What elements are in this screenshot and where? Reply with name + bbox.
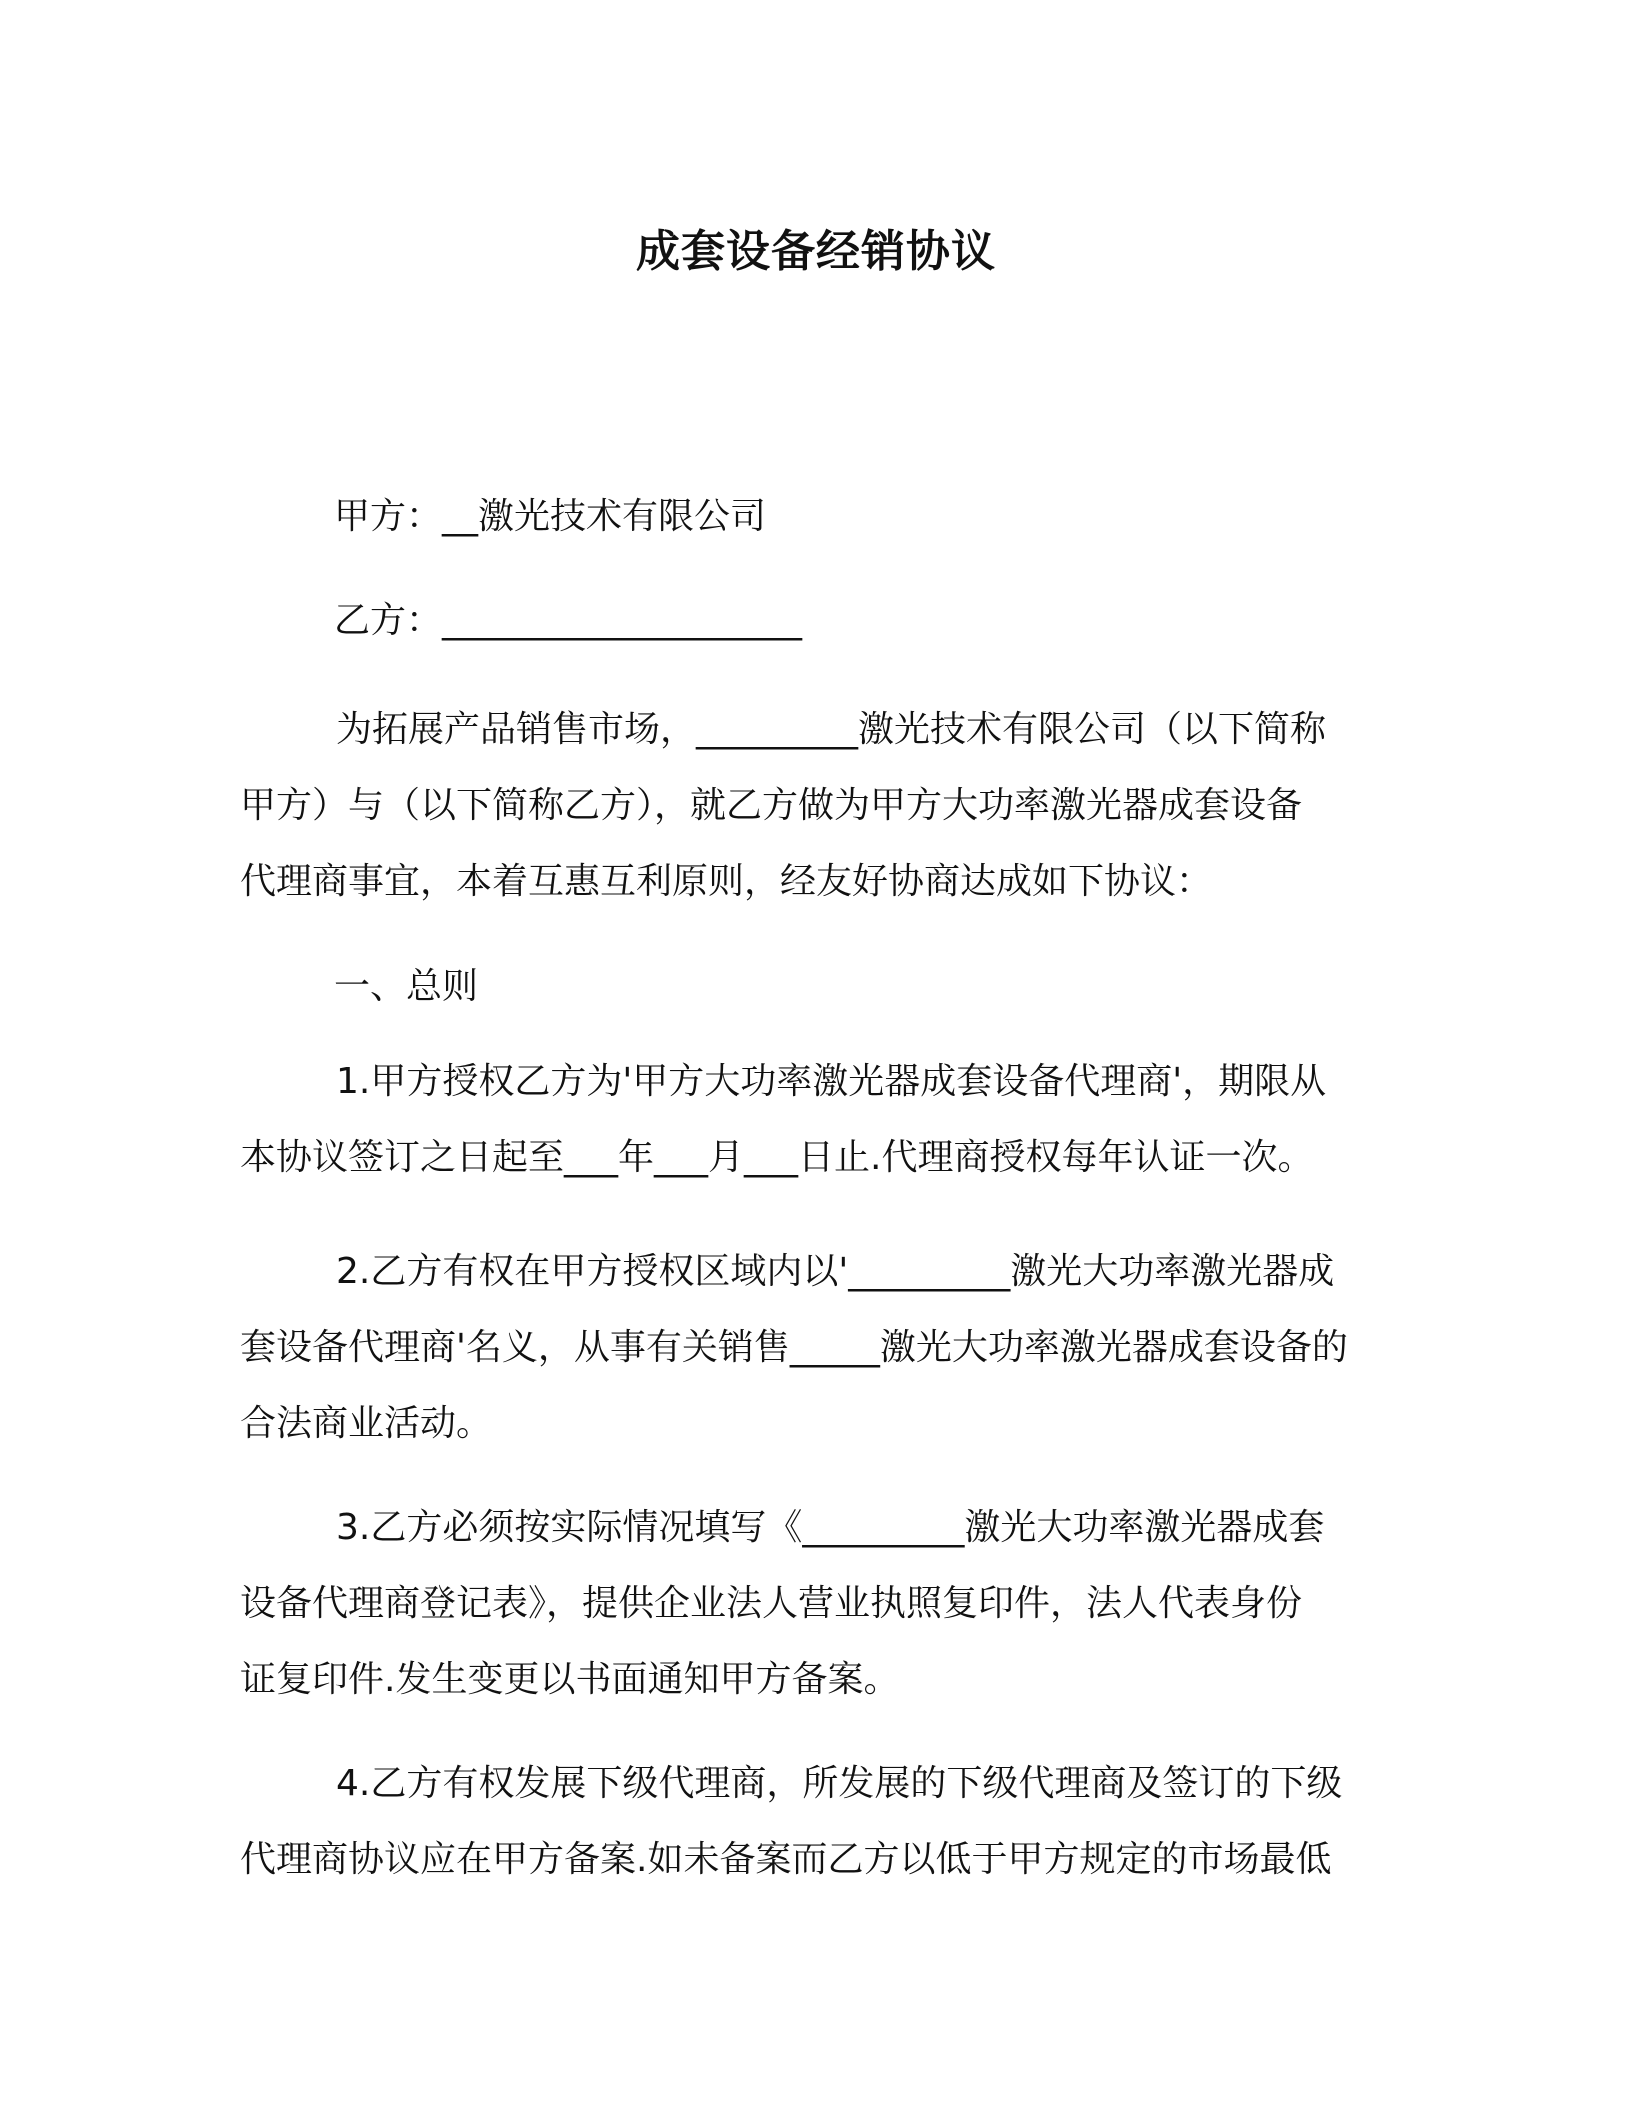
clause-4 xyxy=(240,1746,1390,1898)
intro-line-1: 为拓展产品销售市场，_________激光技术有限公司（以下简称 xyxy=(336,709,1327,750)
party-a-line: 甲方：__激光技术有限公司 xyxy=(334,496,767,537)
clause-1-line-2: 本协议签订之日起至___年___月___日止.代理商授权每年认证一次。 xyxy=(240,1137,1314,1178)
clause-1-line-1: 1.甲方授权乙方为'甲方大功率激光器成套设备代理商'，期限从 xyxy=(336,1061,1327,1102)
clause-3-line-1: 3.乙方必须按实际情况填写《_________激光大功率激光器成套 xyxy=(336,1507,1325,1548)
clause-2-line-1: 2.乙方有权在甲方授权区域内以'_________激光大功率激光器成 xyxy=(336,1251,1335,1292)
section-heading-general: 一、总则 xyxy=(334,966,479,1007)
clause-2-line-3: 合法商业活动。 xyxy=(240,1403,493,1444)
document-title: 成套设备经销协议 xyxy=(636,226,996,277)
clause-3 xyxy=(240,1490,1390,1718)
intro-line-2: 甲方）与（以下简称乙方），就乙方做为甲方大功率激光器成套设备 xyxy=(240,785,1303,826)
intro-line-3: 代理商事宜，本着互惠互利原则，经友好协商达成如下协议： xyxy=(240,861,1213,902)
intro-paragraph xyxy=(240,692,1390,920)
clause-2-line-2: 套设备代理商'名义，从事有关销售_____激光大功率激光器成套设备的 xyxy=(240,1327,1348,1368)
party-b-line: 乙方：____________________ xyxy=(334,600,803,641)
clause-4-line-2: 代理商协议应在甲方备案.如未备案而乙方以低于甲方规定的市场最低 xyxy=(240,1839,1332,1880)
clause-3-line-2: 设备代理商登记表》，提供企业法人营业执照复印件，法人代表身份 xyxy=(240,1583,1303,1624)
clause-4-line-1: 4.乙方有权发展下级代理商，所发展的下级代理商及签订的下级 xyxy=(336,1763,1343,1804)
clause-2 xyxy=(240,1234,1390,1462)
clause-3-line-3: 证复印件.发生变更以书面通知甲方备案。 xyxy=(240,1659,900,1700)
clause-1 xyxy=(240,1044,1390,1196)
